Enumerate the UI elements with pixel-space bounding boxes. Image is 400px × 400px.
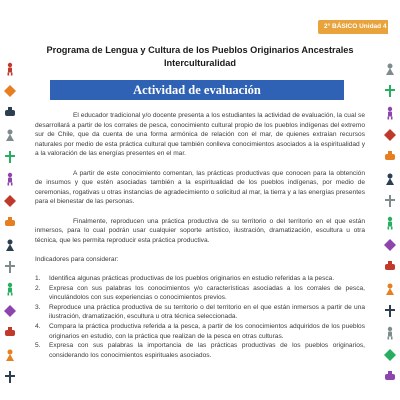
indicator-item [35, 274, 365, 284]
border-figure-icon [383, 260, 397, 274]
border-figure-icon [383, 172, 397, 186]
border-figure-icon [383, 194, 397, 208]
indicators-list [35, 274, 365, 360]
indicator-number: 5. [35, 342, 41, 350]
document-body [35, 111, 365, 360]
border-figure-icon [3, 348, 17, 362]
program-title [0, 44, 400, 70]
border-figure-icon [383, 348, 397, 362]
grade-unit-badge: 2° BÁSICO Unidad 4 [318, 20, 388, 34]
border-figure-icon [383, 370, 397, 384]
indicator-number: 4. [35, 323, 41, 331]
indicator-text: Expresa con sus palabras los conocimientos y/o características asociadas a los corrales de pesca, vinculándolos con sus experiencias o conocimientos previos. [49, 284, 365, 302]
indicator-text: Identifica algunas prácticas productivas de los pueblos originarios en estudio referidas a la pesca. [49, 275, 335, 283]
border-figure-icon [3, 282, 17, 296]
border-figure-icon [3, 304, 17, 318]
paragraph-intro: El educador tradicional y/o docente presenta a los estudiantes la actividad de evaluación, la cual se desarrollará a partir de los corrales de pesca, conocimiento cultural propio de los pueblos indígenas del extremo sur de Chile, que da cuenta de una forma armónica de relación con el mar, de quienes extraían recursos naturales por medio de esta práctica cultural que también conlleva conocimientos asociados a la espiritualidad y a la valoración de las energías presentes en el mar. [35, 112, 365, 158]
border-figure-icon [383, 106, 397, 120]
border-figure-icon [383, 150, 397, 164]
border-figure-icon [3, 326, 17, 340]
border-figure-icon [3, 128, 17, 142]
border-figure-icon [383, 238, 397, 252]
border-figure-icon [383, 216, 397, 230]
border-figure-icon [3, 370, 17, 384]
indicator-item [35, 303, 365, 322]
program-title-line1: Programa de Lengua y Cultura de los Pueblos Originarios Ancestrales [46, 45, 354, 55]
activity-banner: Actividad de evaluación [50, 80, 344, 100]
border-figure-icon [383, 304, 397, 318]
border-figure-icon [383, 326, 397, 340]
indicator-item [35, 322, 365, 341]
border-figure-icon [383, 128, 397, 142]
border-figure-icon [383, 282, 397, 296]
indicator-item [35, 341, 365, 360]
indicator-number: 3. [35, 303, 41, 311]
border-figure-icon [3, 216, 17, 230]
indicator-item [35, 284, 365, 303]
left-decorative-border [3, 62, 17, 400]
border-figure-icon [3, 106, 17, 120]
indicator-text: Reproduce una práctica productiva de su territorio o del territorio en el que están inmersos a partir de una ilustración, dramatización, escultura u otra técnica seleccionada. [49, 303, 365, 321]
paragraph-practices: A partir de este conocimiento comentan, las prácticas productivas que conocen para la obtención de insumos y que estén asociadas también a la espiritualidad de los pueblos indígenas, por medio de ceremonias, rogativas u otras instancias de agradecimiento o solicitud al mar, la tierra y a las energías presentes para el bienestar de las personas. [35, 169, 365, 206]
paragraph-reproduction: Finalmente, reproducen una práctica productiva de su territorio o del territorio en el que están inmersos, para lo cual podrán usar cualquier soporte artístico, ilustración, dramatización, escultura u otra técnica, que les permita reproducir esta práctica productiva. [35, 217, 365, 244]
indicator-text: Compara la práctica productiva referida a la pesca, a partir de los conocimientos adquiridos de los pueblos originarios en estudio, con la práctica que realizan de la pesca en otras culturas. [49, 323, 365, 340]
indicator-text: Expresa con sus palabras la importancia de las prácticas productivas de los pueblos originarios, considerando los conocimientos espirituales asociados. [49, 342, 365, 359]
border-figure-icon [3, 194, 17, 208]
indicator-number: 2. [35, 284, 41, 292]
right-decorative-border [383, 62, 397, 400]
border-figure-icon [3, 238, 17, 252]
program-title-line2: Interculturalidad [164, 58, 236, 68]
border-figure-icon [3, 150, 17, 164]
border-figure-icon [383, 84, 397, 98]
border-figure-icon [3, 260, 17, 274]
border-figure-icon [3, 84, 17, 98]
indicators-label: Indicadores para considerar: [35, 255, 119, 263]
border-figure-icon [3, 172, 17, 186]
indicator-number: 1. [35, 275, 41, 283]
